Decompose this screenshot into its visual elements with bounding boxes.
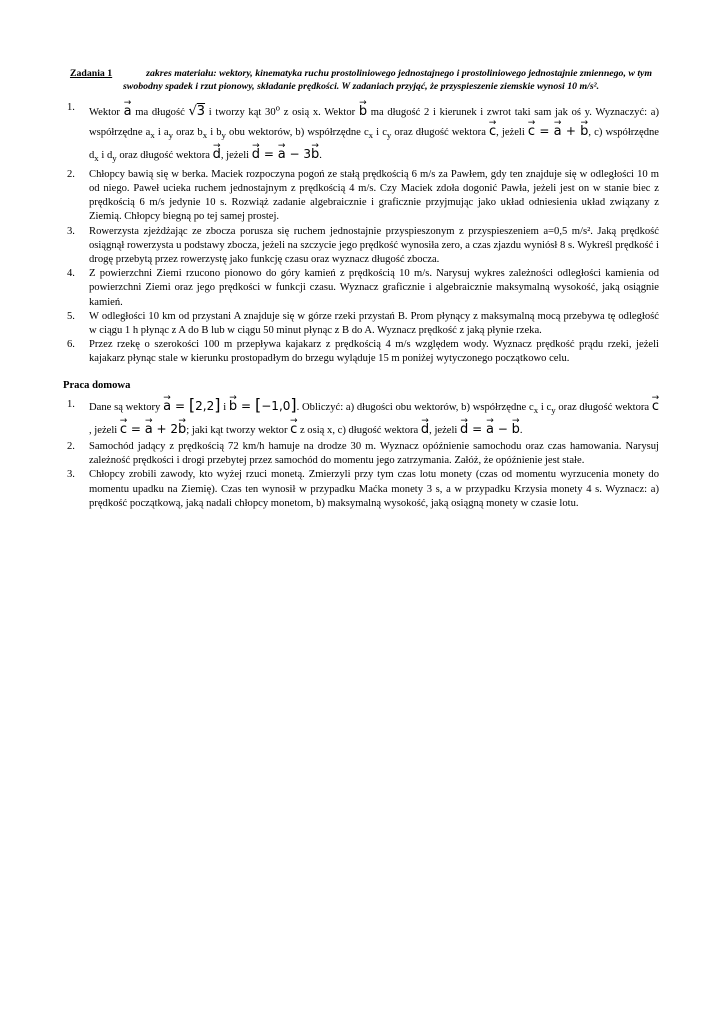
task-text: W odległości 10 km od przystani A znajduje się w górze rzeki przystań B. Prom płynący z maksymalną mocą przebywa tę odległość w ciągu 1 h płynąc z A do B lub w ciągu 50 minut płynąc z B do A. Wyznacz prędkość z jaką płynie rzeka. [89, 310, 659, 336]
homework-number: 1. [67, 398, 75, 410]
task-number: 2. [67, 168, 75, 180]
task-number: 4. [67, 268, 75, 280]
task-text: Przez rzekę o szerokości 100 m przepływa kajakarz z prędkością 4 m/s względem wody. Wyznacz prędkość prądu rzeki, jeżeli kajakarz płynąc stale w kierunku prostopadłym do brzegu wyląduje 15 m poniżej wytyczonego początkowo celu. [89, 339, 659, 365]
header-scope: zakres materiału: wektory, kinematyka ruchu prostoliniowego jednostajnego i prostoliniowego jednostajnie zmiennego, w tym swobodny spadek i rzut pionowy, składanie prędkości. W zadaniach przyjąć, że przyspieszenie ziemskie wynosi 10 m/s². [122, 68, 653, 92]
task-number: 6. [67, 339, 75, 351]
homework-number: 3. [67, 469, 75, 481]
header [63, 68, 659, 93]
homework-item [63, 468, 659, 511]
homework-1-text: Dane są wektory → a = [2,2] i → b = [−1,0]. Obliczyć: a) długości obu wektorów, b) współrzędne $c_x$ i $c_y$ oraz długość wektora → c, jeżeli → c = → a + 2→ b; jaki kąt tworzy wektor → c z osią x, c) długość wektora → d, jeżeli → d = → a − → b. [89, 402, 659, 436]
task-item [63, 225, 659, 268]
task-text: Z powierzchni Ziemi rzucono pionowo do góry kamień z prędkością 10 m/s. Narysuj wykres zależności odległości kamienia od powierzchni Ziemi oraz jego prędkości w funkcji czasu. Wyznacz graficznie i algebraicznie maksymalną wysokość, jaką osiągnie kamień. [89, 268, 659, 308]
header-label: Zadania 1 [69, 68, 113, 79]
task-item [63, 338, 659, 366]
task-number: 5. [67, 310, 75, 322]
task-item [63, 310, 659, 338]
homework-number: 2. [67, 440, 75, 452]
homework-text: Chłopcy zrobili zawody, kto wyżej rzuci monetą. Zmierzyli przy tym czas lotu monety (czas od momentu wyrzucenia monety do momentu upadku na Ziemię). Czas ten wynosił w przypadku Maćka monety 3 s, a w przypadku Krzysia monety 4 s. Wyznacz: a) prędkość początkową, jaką nadali chłopcy monetom, b) maksymalną wysokość, jaką osiągną monety w czasie lotu. [89, 469, 659, 509]
task-text: Chłopcy bawią się w berka. Maciek rozpoczyna pogoń ze stałą prędkością 6 m/s za Pawłem, gdy ten znajduje się w odległości 10 m od niego. Paweł ucieka ruchem jednostajnym z prędkością 4 m/s. Czy Maciek zdoła dogonić Pawła, jeżeli jest on w stanie biec z prędkością 6 m/s jedynie 10 s. Rozwiąż zadanie algebraicznie i graficznie przyjmując jako układ odniesienia układ związany z Ziemią. Chłopcy biegną po tej samej prostej. [89, 168, 659, 223]
task-text: Rowerzysta zjeżdżając ze zbocza porusza się ruchem jednostajnie przyspieszonym z przyspieszeniem a=0,5 m/s². Jaką prędkość osiągnął rowerzysta u podstawy zbocza, jeżeli na szczycie jego prędkość wynosiła zero, a czas zjazdu wyniósł 8 s. Wykreśl prędkość i drogę przebytą przez rowerzystę jako funkcję czasu oraz wyznacz długość zbocza. [89, 225, 659, 265]
task-1-text: Wektor → a ma długość √3 i tworzy kąt 30$^o$ z osią x. Wektor → b ma długość 2 i kierunek i zwrot taki sam jak oś y. Wyznaczyć: a) współrzędne $a_x$ i $a_y$ oraz $b_x$ i $b_y$ obu wektorów, b) współrzędne $c_x$ i $c_y$ oraz długość wektora → c, jeżeli → c = → a + → b, c) współrzędne $d_x$ i $d_y$ oraz długość wektora → d, jeżeli → d = → a − 3→ b. [89, 107, 659, 161]
task-item [63, 98, 659, 168]
homework-list [63, 395, 659, 511]
document-page [63, 68, 659, 511]
homework-title: Praca domowa [63, 379, 131, 391]
homework-text: Samochód jadący z prędkością 72 km/h hamuje na drodze 30 m. Wyznacz opóźnienie samochodu oraz czas hamowania. Narysuj zależność prędkości i drogi przebytej przez samochód do momentu jego zatrzymania. Załóż, że opóźnienie jest stałe. [89, 440, 659, 467]
task-item [63, 168, 659, 225]
task-item [63, 267, 659, 310]
homework-item [63, 440, 659, 468]
homework-item [63, 395, 659, 440]
task-number: 3. [67, 225, 75, 237]
task-list [63, 98, 659, 367]
task-number: 1. [67, 102, 75, 113]
